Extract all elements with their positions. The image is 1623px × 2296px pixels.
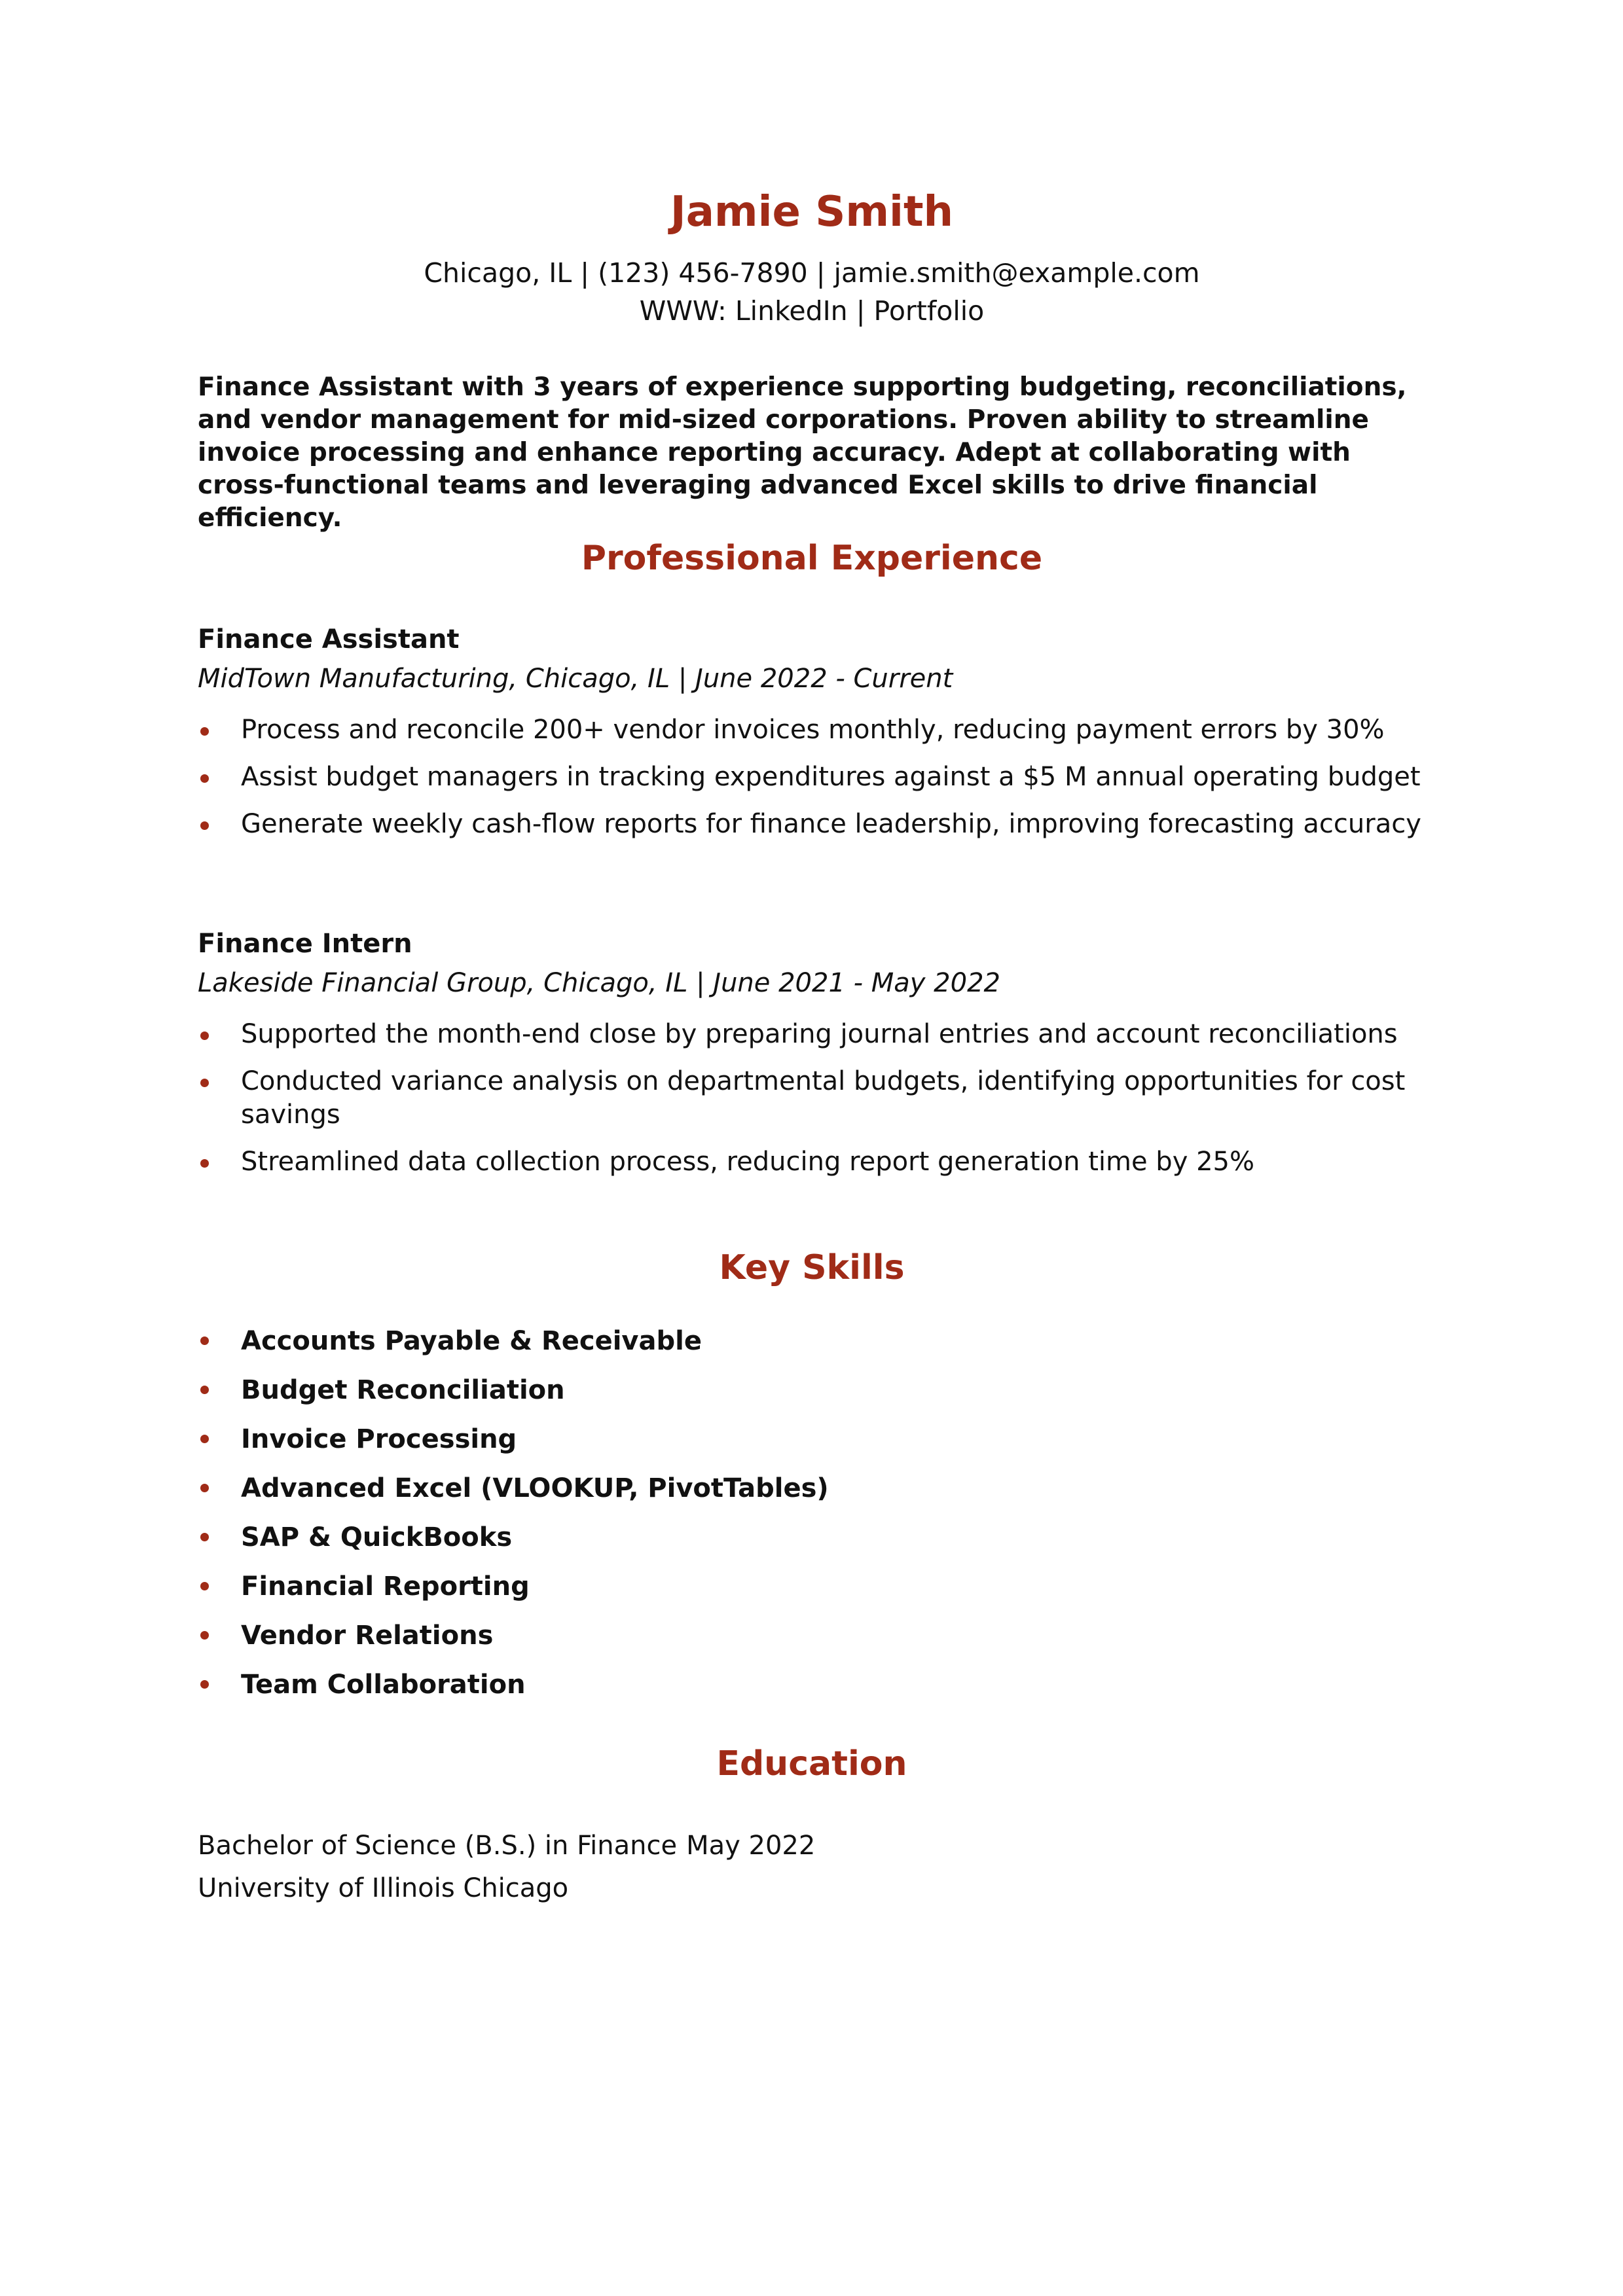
section-title-experience: Professional Experience bbox=[581, 539, 1043, 578]
bullet-text: Conducted variance analysis on departmental budgets, identifying opportunities for cost savings bbox=[241, 1066, 1406, 1130]
education-entry bbox=[198, 1825, 815, 1910]
list-item bbox=[198, 1374, 1426, 1423]
list-item bbox=[198, 1065, 1426, 1132]
degree: Bachelor of Science (B.S.) in Finance bbox=[198, 1831, 678, 1861]
bullet-icon bbox=[200, 1631, 209, 1640]
list-item bbox=[198, 1018, 1426, 1051]
skill-label: Invoice Processing bbox=[241, 1424, 517, 1454]
bullet-icon bbox=[200, 1435, 209, 1443]
job-title: Finance Intern bbox=[198, 929, 412, 959]
bullet-icon bbox=[200, 1582, 209, 1590]
skill-label: Financial Reporting bbox=[241, 1571, 530, 1602]
bullet-icon bbox=[200, 1386, 209, 1394]
job-bullets bbox=[198, 713, 1426, 855]
bullet-text: Streamlined data collection process, reducing report generation time by 25% bbox=[241, 1147, 1254, 1177]
list-item bbox=[198, 713, 1426, 747]
bullet-text: Assist budget managers in tracking expenditures against a $5 M annual operating budget bbox=[241, 762, 1421, 792]
list-item bbox=[198, 1570, 1426, 1619]
skill-label: Budget Reconciliation bbox=[241, 1375, 565, 1405]
list-item bbox=[198, 1619, 1426, 1668]
job-bullets bbox=[198, 1018, 1426, 1193]
bullet-icon bbox=[200, 727, 209, 736]
list-item bbox=[198, 1472, 1426, 1521]
list-item bbox=[198, 761, 1426, 794]
school: University of Illinois Chicago bbox=[198, 1873, 569, 1903]
list-item bbox=[198, 1423, 1426, 1472]
bullet-icon bbox=[200, 1159, 209, 1168]
degree-row bbox=[198, 1825, 815, 1867]
contact-line: Chicago, IL | (123) 456-7890 | jamie.smith@example.com bbox=[424, 257, 1200, 289]
bullet-icon bbox=[200, 1484, 209, 1492]
links-line: WWW: LinkedIn | Portfolio bbox=[639, 295, 985, 327]
list-item bbox=[198, 1145, 1426, 1179]
list-item bbox=[198, 1325, 1426, 1374]
skills-list bbox=[198, 1325, 1426, 1717]
bullet-icon bbox=[200, 1680, 209, 1689]
bullet-text: Generate weekly cash-flow reports for finance leadership, improving forecasting accuracy bbox=[241, 809, 1421, 839]
list-item bbox=[198, 808, 1426, 841]
job-title: Finance Assistant bbox=[198, 624, 460, 655]
candidate-name: Jamie Smith bbox=[670, 188, 954, 236]
bullet-text: Process and reconcile 200+ vendor invoices monthly, reducing payment errors by 30% bbox=[241, 715, 1385, 745]
list-item bbox=[198, 1668, 1426, 1717]
skill-label: Team Collaboration bbox=[241, 1670, 526, 1700]
section-title-education: Education bbox=[716, 1744, 907, 1784]
bullet-icon bbox=[200, 1336, 209, 1345]
skill-label: Accounts Payable & Receivable bbox=[241, 1326, 702, 1356]
bullet-icon bbox=[200, 774, 209, 783]
section-title-skills: Key Skills bbox=[719, 1248, 905, 1287]
list-item bbox=[198, 1521, 1426, 1570]
skill-label: SAP & QuickBooks bbox=[241, 1522, 513, 1552]
bullet-text: Supported the month-end close by preparing journal entries and account reconciliations bbox=[241, 1019, 1398, 1049]
bullet-icon bbox=[200, 1079, 209, 1087]
job-meta: MidTown Manufacturing, Chicago, IL | June 2022 - Current bbox=[198, 664, 953, 694]
job-meta: Lakeside Financial Group, Chicago, IL | June 2021 - May 2022 bbox=[198, 968, 1000, 998]
contact-block bbox=[198, 254, 1426, 330]
bullet-icon bbox=[200, 1031, 209, 1040]
professional-summary: Finance Assistant with 3 years of experience supporting budgeting, reconciliations, and vendor management for mid-sized corporations. Proven ability to streamline invoice processing and enhance reporting accuracy. Adept at collaborating with cross-functional teams and leveraging advanced Excel skills to drive financial efficiency. bbox=[198, 372, 1407, 533]
bullet-icon bbox=[200, 1533, 209, 1541]
skill-label: Advanced Excel (VLOOKUP, PivotTables) bbox=[241, 1473, 829, 1503]
skill-label: Vendor Relations bbox=[241, 1621, 494, 1651]
graduation-date: May 2022 bbox=[686, 1831, 816, 1861]
bullet-icon bbox=[200, 821, 209, 830]
